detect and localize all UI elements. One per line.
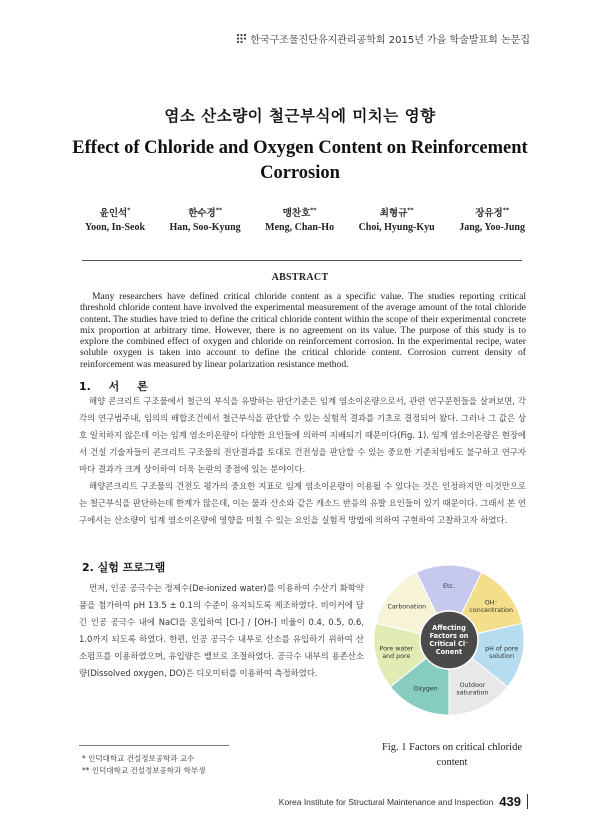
author-english-name: Jang, Yoo-Jung <box>459 222 525 233</box>
title-english: Effect of Chloride and Oxygen Content on Reinforcement Corrosion <box>72 138 528 183</box>
paragraph: 해양 콘크리트 구조물에서 철근의 부식을 유발하는 판단기준은 임계 염소이온량으로서, 관련 연구문헌들을 살펴보면, 각각의 연구범주내, 임의의 배합조건에서 철근부식을 판단할 수 있는 실험적 결과를 기초로 결정되어 왔다. 그러나 그 값은 상호 일치하지 않은데 이는 임계 염소이온량이 다양한 요인들에 의하여 지배되기 때문이다(Fig. 1). 임계 염소이온량은 현장에서 건설 기술자들이 콘크리트 구조물의 진단결과를 토대로 건전성을 판단할 수 있는 중요한 기준치임에도 불구하고 연구자마다 결과가 크게 상이하여 더욱 논란의 중점에 있는 분야이다. <box>79 396 526 474</box>
factor-label: pH of pore solution <box>485 645 519 660</box>
author-english-name: Meng, Chan-Ho <box>265 222 335 233</box>
factor-label: OH⁻ concentration <box>469 599 514 615</box>
center-label: Affecting Factors on Critical Cl⁻ Conent <box>429 624 469 656</box>
author-korean-name: 윤인석 <box>99 208 128 219</box>
author-korean-name: 맹찬호 <box>282 208 311 219</box>
author-english-name: Yoon, In-Seok <box>85 222 146 233</box>
author <box>85 205 145 233</box>
author-korean-name: 최형규 <box>379 208 408 219</box>
footer-text: Korea Institute for Structural Maintenance and Inspection <box>278 796 494 807</box>
section-heading-introduction: 1. 서 론 <box>79 380 148 393</box>
footer-divider <box>527 794 528 809</box>
author-mark: ** <box>310 206 317 214</box>
author-english-name: Han, Soo-Kyung <box>169 222 241 233</box>
author-korean-name: 한수경 <box>188 208 216 219</box>
author <box>265 205 334 233</box>
factor-label: Etc. <box>443 583 455 590</box>
author-mark: ** <box>407 206 414 214</box>
author-korean-name: 장유정 <box>475 208 503 219</box>
footnote: * 인덕대학교 건설정보공학과 교수 <box>82 754 195 763</box>
author <box>170 205 241 233</box>
author-list <box>85 205 525 233</box>
section-heading-experiment: 2. 실험 프로그램 <box>82 561 166 574</box>
abstract-heading: ABSTRACT <box>271 272 329 283</box>
factor-label: Pore water and pore <box>379 645 414 660</box>
divider <box>82 260 522 261</box>
factor-label: Oxygen <box>413 685 438 693</box>
abstract-text: Many researchers have defined critical chloride content as a specific value. The studies reporting critical threshold chloride content have involved the experimental measurement of the average amount of the total chloride content. The studies have tried to define the critical chloride content within the scope of their experimental concrete mix proportion at arbitrary time. However, there is no agreement on its value. The purpose of this study is to explore the combined effect of oxygen and chloride on reinforcement corrosion. In the experimental recipe, water soluble oxygen is taken into account to define the critical chloride content. Corrosion current density of reinforcement was measured by linear polarization resistance method. <box>80 291 526 370</box>
paragraph: 해양콘크리트 구조물의 건전도 평가의 중요한 지표로 임계 염소이온량이 이용될 수 있다는 것은 인정하지만 이것만으로는 철근부식을 판단하는데 한계가 많은데, 이는 물과 산소와 같은 캐소드 반응의 유발 요인들이 있기 때문이다. 그래서 본 연구에서는 산소량이 임계 염소이온량에 영향을 미칠 수 있는 요인을 실험적 방법에 의하여 구현하여 고찰하고자 하였다. <box>79 481 527 525</box>
author-english-name: Choi, Hyung-Kyu <box>358 222 435 233</box>
page-footer <box>279 794 528 809</box>
factors-diagram <box>372 563 526 717</box>
running-header <box>237 31 530 46</box>
page-number: 439 <box>499 794 521 809</box>
author-mark: ** <box>502 206 509 214</box>
footnote-divider <box>79 745 229 746</box>
author-mark: ** <box>215 206 222 214</box>
factor-label: Carbonation <box>387 603 427 611</box>
paragraph: 먼저, 인공 공극수는 정제수(De-ionized water)를 이용하여 수산기 화학약품을 첨가하여 pH 13.5 ± 0.1의 수준이 유지되도록 제조하였다. 비이커에 담긴 인공 공극수 내에 NaCl을 혼입하여 [Cl-] / [OH-] 비율이 0.4, 0.5, 0.6, 1.0까지 되도록 하였다. 한편, 인공 공극수 내부로 산소를 유입하기 위하여 산소펌프를 이용하였으며, 유입량은 밸브로 조절하였다. 공극수 내부의 용존산소량(Dissolved oxygen, DO)은 디오미터를 이용하여 측정하였다. <box>79 583 364 678</box>
factor-label: Outdoor saturation <box>456 681 489 697</box>
title-korean: 염소 산소량이 철근부식에 미치는 영향 <box>164 107 436 125</box>
footnotes <box>82 753 205 777</box>
footnote: ** 인덕대학교 건설정보공학과 학부생 <box>82 766 206 775</box>
header-text: 한국구조물진단유지관리공학회 2015년 가을 학술발표회 논문집 <box>250 35 530 46</box>
figure-caption: Fig. 1 Factors on critical chloride content <box>382 742 522 768</box>
author <box>359 205 435 233</box>
author-mark: * <box>127 206 131 214</box>
author <box>459 205 525 233</box>
dot-grid-icon <box>237 34 246 43</box>
